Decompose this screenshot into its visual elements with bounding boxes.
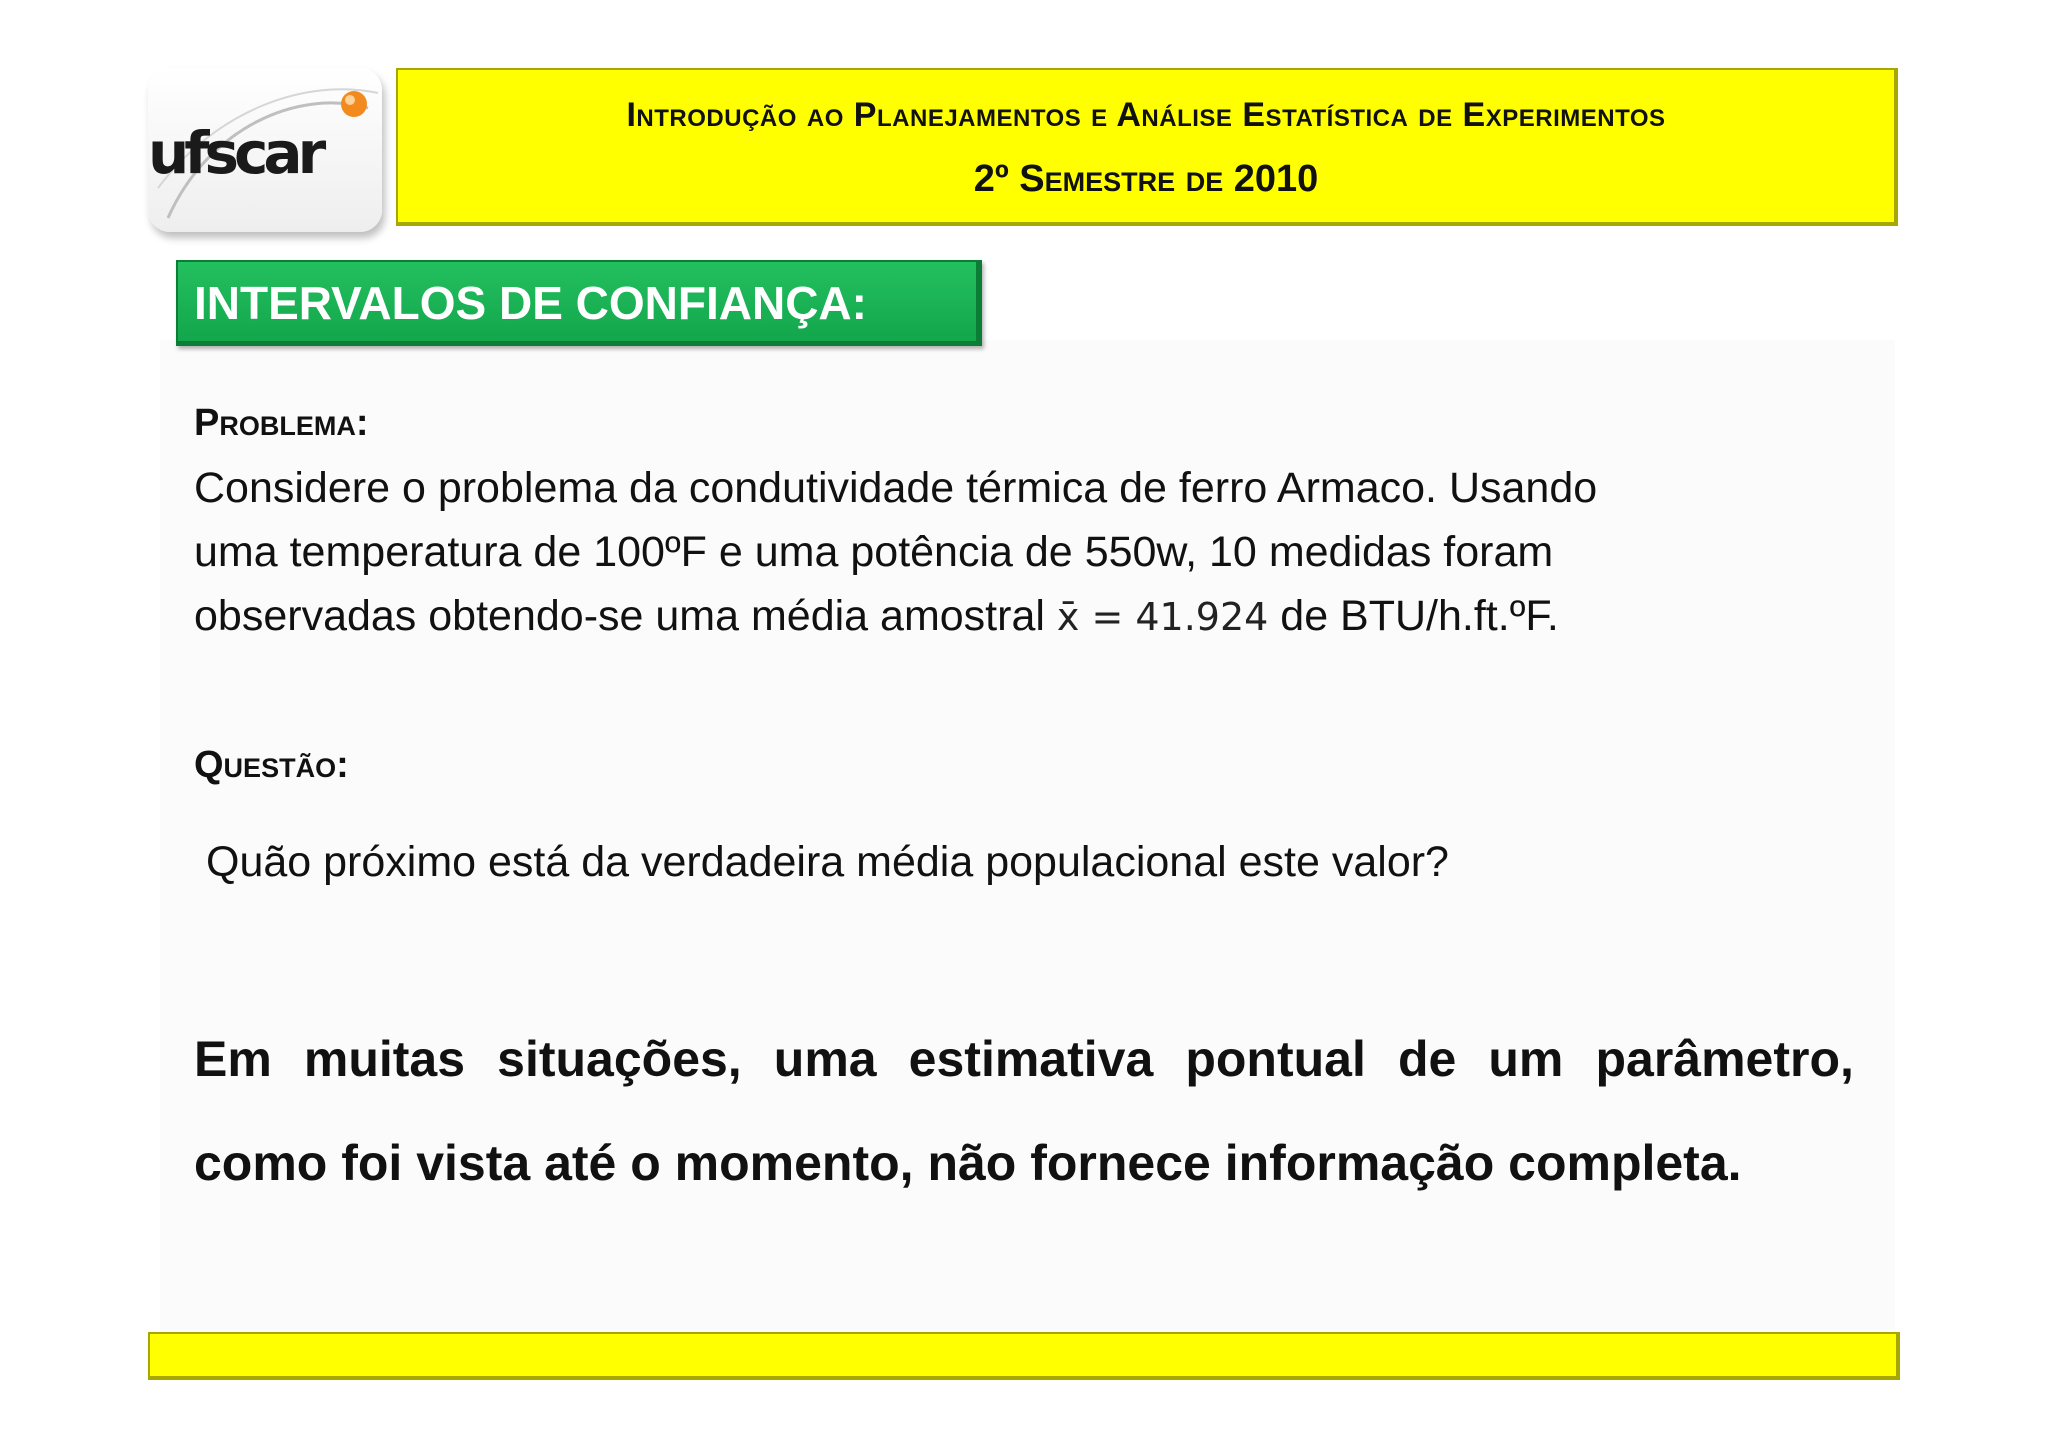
word: foram: [1443, 528, 1554, 576]
section-title: INTERVALOS DE CONFIANÇA:: [194, 277, 867, 329]
word: térmica: [966, 464, 1108, 512]
word: condutividade: [688, 464, 955, 512]
footer-bar: [148, 1332, 1900, 1380]
problem-paragraph: [194, 456, 1854, 649]
word: estimativa: [908, 1031, 1154, 1087]
x-bar-symbol: x̄: [1056, 595, 1080, 639]
equals-sign: =: [1079, 595, 1136, 639]
line3-prefix: observadas obtendo-se uma média amostral: [194, 592, 1057, 640]
word: e: [718, 528, 743, 576]
line3-suffix: de BTU/h.ft.ºF.: [1268, 592, 1559, 640]
word: um: [1488, 1031, 1564, 1087]
word: ferro: [1178, 464, 1268, 512]
word: o: [401, 464, 426, 512]
sample-mean-value: 41.924: [1135, 595, 1269, 639]
word: 100ºF: [593, 528, 707, 576]
word: 10: [1209, 528, 1257, 576]
word: Em: [194, 1031, 272, 1087]
word: 550w,: [1084, 528, 1198, 576]
logo-text: ufscar: [148, 119, 322, 187]
problem-line-1: [194, 456, 1854, 520]
header-banner: [396, 68, 1898, 226]
sample-mean-formula: [1057, 595, 1268, 639]
word: uma: [194, 528, 278, 576]
word: de: [1397, 1031, 1457, 1087]
section-banner: [176, 260, 982, 346]
word: situações,: [497, 1031, 742, 1087]
problem-line-3: [194, 584, 1854, 649]
question-text: Quão próximo está da verdadeira média populacional este valor?: [206, 838, 1449, 886]
word: de: [1024, 528, 1073, 576]
word: de: [1119, 464, 1167, 512]
word: de: [533, 528, 582, 576]
statement-line-1: [194, 1030, 1854, 1088]
word: uma: [754, 528, 839, 576]
word: problema: [437, 464, 618, 512]
statement-line-2: como foi vista até o momento, não fornece informação completa.: [194, 1135, 1742, 1191]
question-label: Questão:: [194, 744, 349, 786]
word: pontual: [1185, 1031, 1366, 1087]
ufscar-logo: [148, 68, 382, 232]
problem-line-2: [194, 520, 1854, 584]
word: Considere: [194, 464, 390, 512]
word: uma: [773, 1031, 877, 1087]
problem-label: Problema:: [194, 402, 369, 444]
word: medidas: [1268, 528, 1432, 576]
word: Usando: [1448, 464, 1598, 512]
word: parâmetro,: [1595, 1031, 1854, 1087]
word: Armaco.: [1276, 464, 1437, 512]
word: temperatura: [289, 528, 522, 576]
word: muitas: [303, 1031, 466, 1087]
word: potência: [850, 528, 1013, 576]
word: da: [629, 464, 677, 512]
header-subtitle: 2º Semestre de 2010: [973, 158, 1319, 200]
header-title: Introdução ao Planejamentos e Análise Estatística de Experimentos: [626, 96, 1666, 134]
